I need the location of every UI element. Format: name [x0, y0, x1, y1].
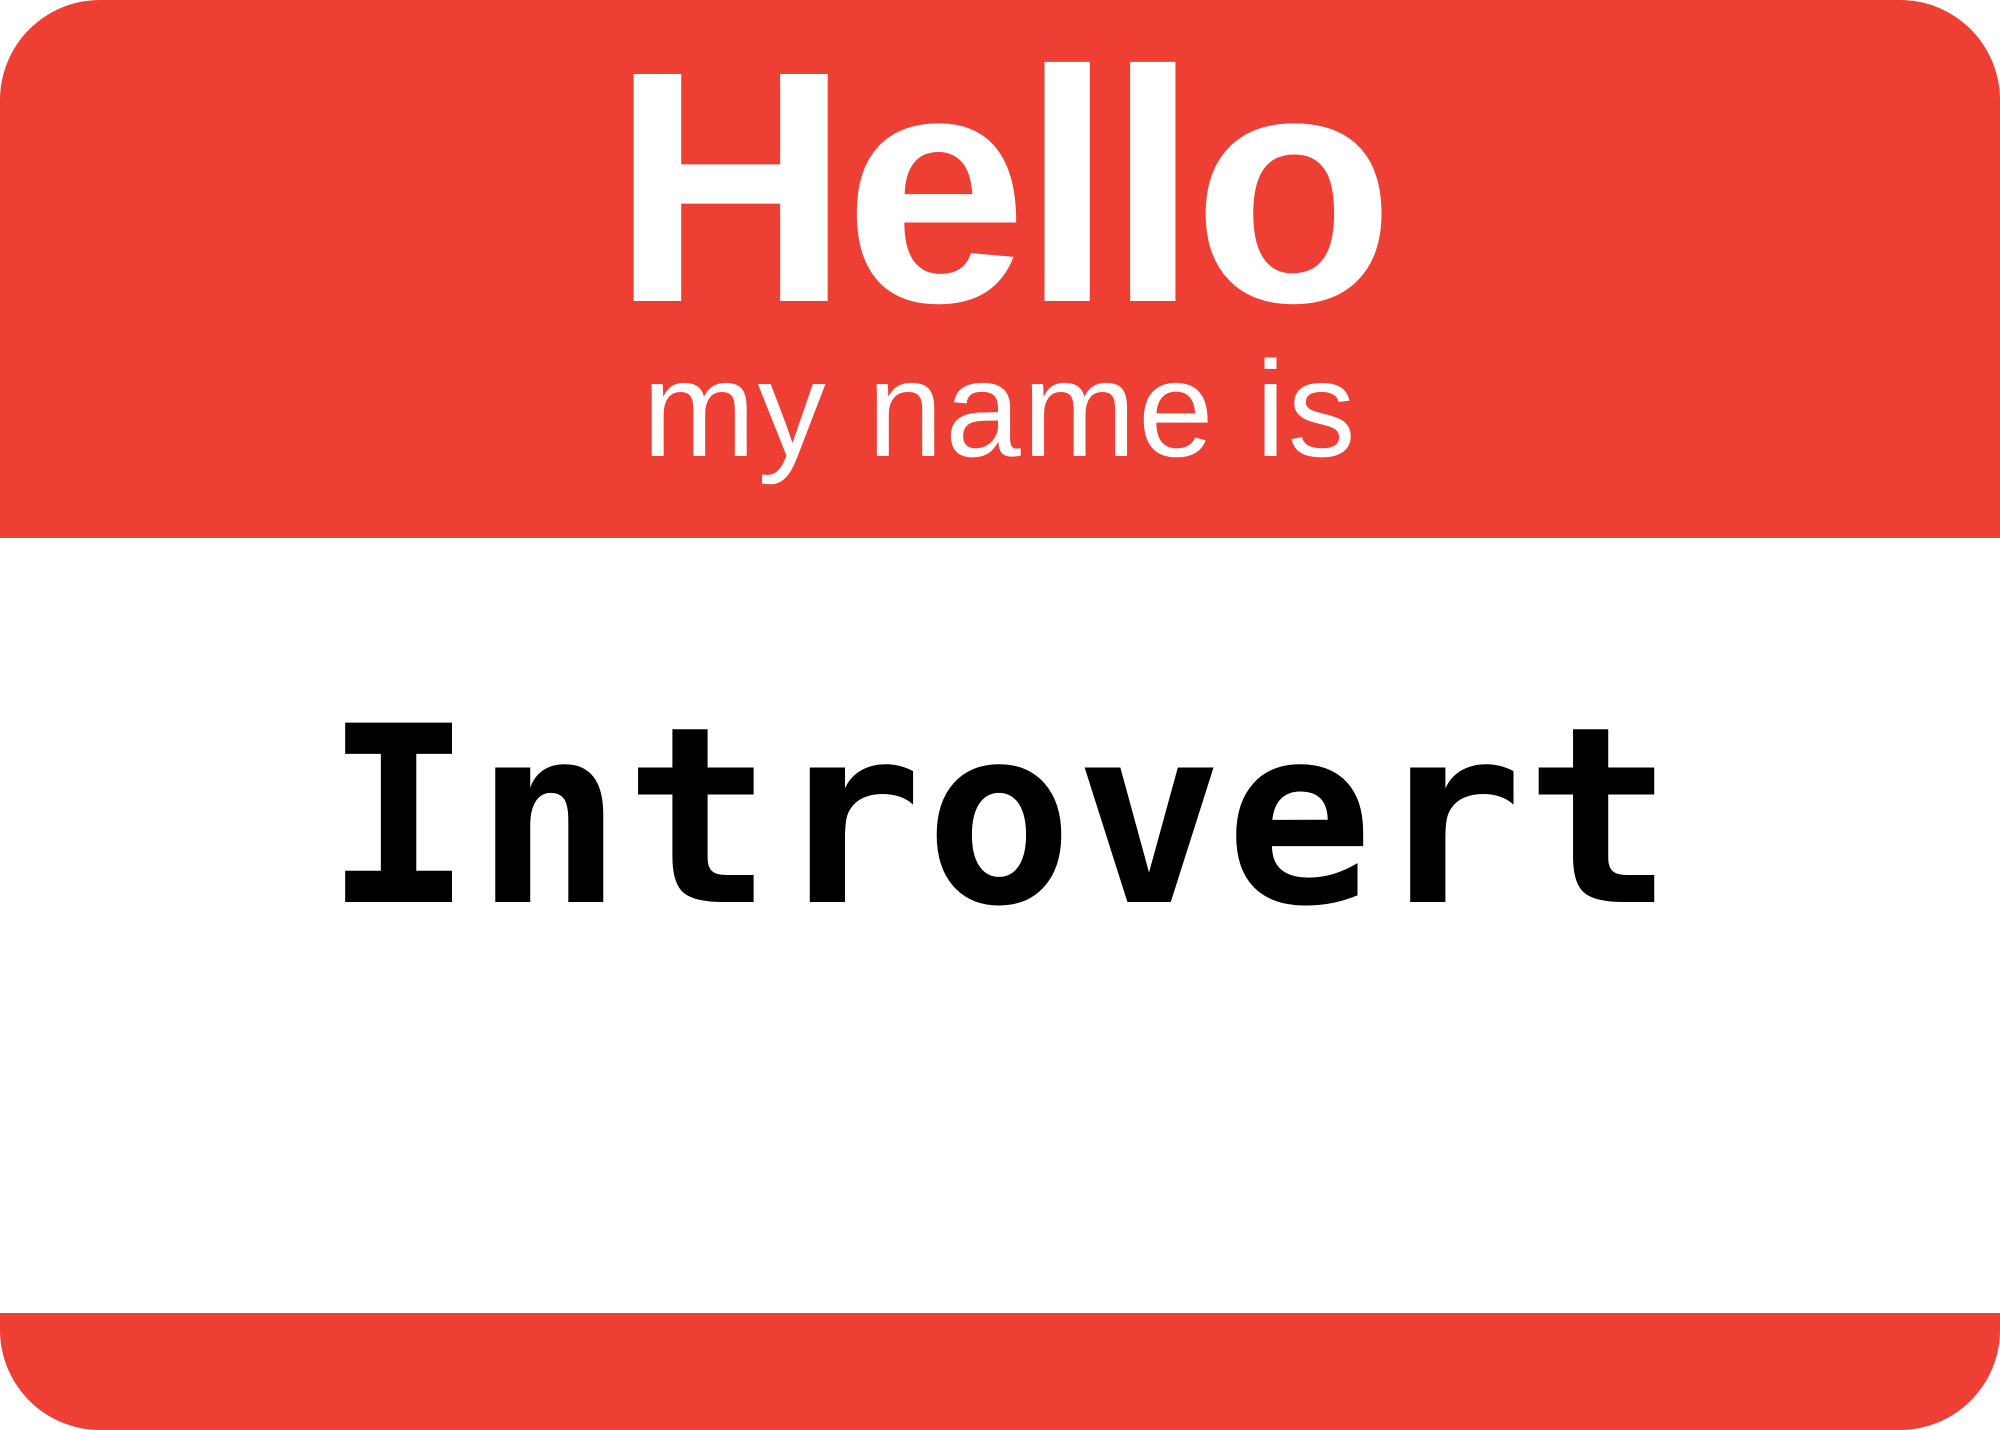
- subtitle-text: my name is: [642, 333, 1358, 485]
- name-writing-area: [0, 538, 2000, 1313]
- footer-band: [0, 1313, 2000, 1430]
- header-band: [0, 0, 2000, 538]
- handwritten-name: Introvert: [324, 675, 1676, 961]
- greeting-heading: Hello: [611, 2, 1389, 371]
